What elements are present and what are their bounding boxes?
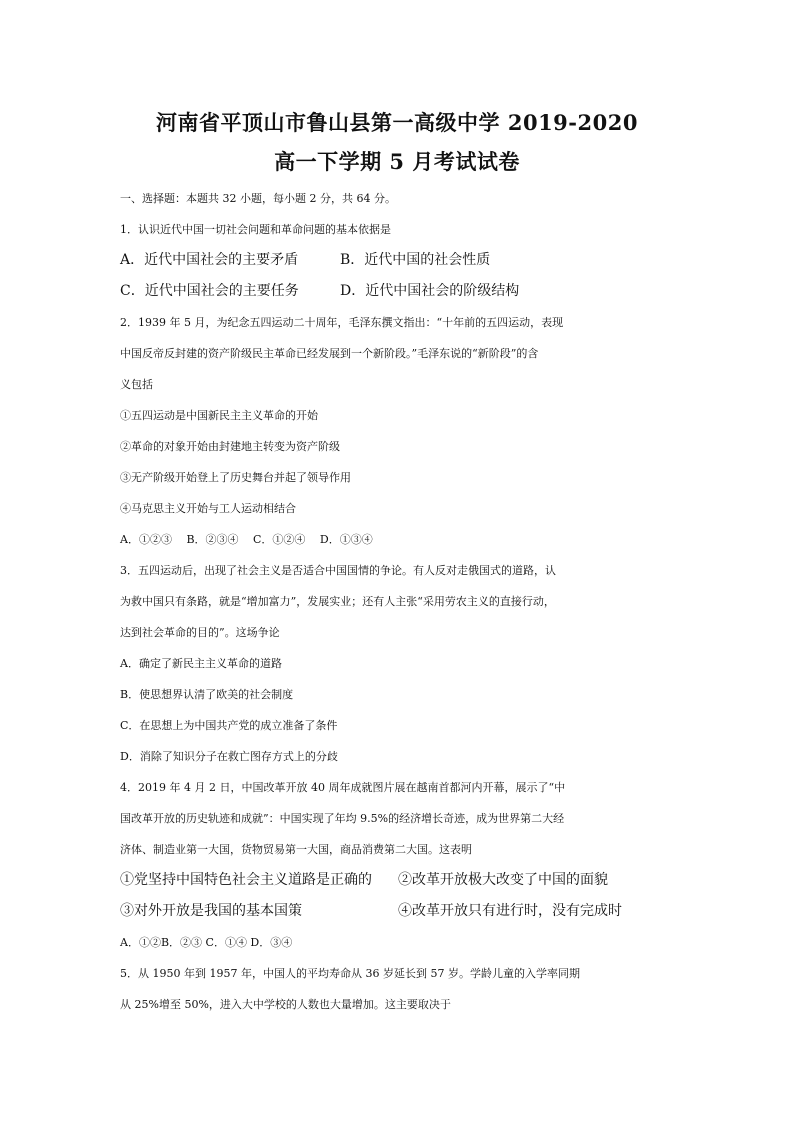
question-4-statements-row1 bbox=[120, 865, 680, 896]
question-2-statement-3: ③无产阶级开始登上了历史舞台并起了领导作用 bbox=[120, 471, 351, 484]
question-4-options: A．①②B．②③ C．①④ D．③④ bbox=[120, 936, 293, 949]
document-body bbox=[120, 183, 680, 1020]
question-4-statement-4: ④改革开放只有进行时，没有完成时 bbox=[398, 903, 622, 919]
question-3-stem-line1: 3．五四运动后，出现了社会主义是否适合中国国情的争论。有人反对走俄国式的道路，认 bbox=[120, 564, 556, 577]
question-1-option-d: D．近代中国社会的阶级结构 bbox=[340, 283, 520, 299]
question-1-option-a: A．近代中国社会的主要矛盾 bbox=[120, 252, 299, 268]
question-1-stem: 1．认识近代中国一切社会问题和革命问题的基本依据是 bbox=[120, 223, 391, 236]
question-3-option-b: B．使思想界认清了欧美的社会制度 bbox=[120, 688, 294, 701]
question-2-stem-line1: 2．1939 年 5 月，为纪念五四运动二十周年，毛泽东撰文指出：“十年前的五四运动，表现 bbox=[120, 316, 564, 329]
document-title-line1: 河南省平顶山市鲁山县第一高级中学 2019-2020 bbox=[156, 110, 638, 135]
question-5-stem-line1: 5．从 1950 年到 1957 年，中国人的平均寿命从 36 岁延长到 57 岁。学龄儿童的入学率同期 bbox=[120, 967, 580, 980]
question-2-statement-1: ①五四运动是中国新民主主义革命的开始 bbox=[120, 409, 318, 422]
question-4-stem-line2: 国改革开放的历史轨迹和成就”：中国实现了年均 9.5%的经济增长奇迹，成为世界第二大经 bbox=[120, 812, 565, 825]
question-1-options-row2 bbox=[120, 276, 680, 307]
question-5-stem-line2: 从 25%增至 50%，进入大中学校的人数也大量增加。这主要取决于 bbox=[120, 998, 451, 1011]
question-2-stem-line2: 中国反帝反封建的资产阶级民主革命已经发展到一个新阶段。”毛泽东说的“新阶段”的含 bbox=[120, 347, 539, 360]
question-4-stem-line1: 4．2019 年 4 月 2 日，中国改革开放 40 周年成就图片展在越南首都河内开幕，展示了“中 bbox=[120, 781, 566, 794]
question-2-stem-line3: 义包括 bbox=[120, 378, 153, 391]
question-3-option-c: C．在思想上为中国共产党的成立准备了条件 bbox=[120, 719, 338, 732]
question-1-option-c: C．近代中国社会的主要任务 bbox=[120, 283, 299, 299]
question-2-options: A．①②③ B．②③④ C．①②④ D．①③④ bbox=[120, 533, 373, 546]
question-3-option-d: D．消除了知识分子在救亡图存方式上的分歧 bbox=[120, 750, 338, 763]
question-3-stem-line2: 为救中国只有条路，就是“增加富力”，发展实业；还有人主张“采用劳农主义的直接行动， bbox=[120, 595, 555, 608]
question-1-option-b: B．近代中国的社会性质 bbox=[340, 252, 491, 268]
question-2-statement-4: ④马克思主义开始与工人运动相结合 bbox=[120, 502, 296, 515]
question-4-statements-row2 bbox=[120, 896, 680, 927]
question-4-statement-1: ①党坚持中国特色社会主义道路是正确的 bbox=[120, 872, 372, 888]
document-title-line2: 高一下学期 5 月考试试卷 bbox=[274, 149, 520, 174]
question-1-options-row1 bbox=[120, 245, 680, 276]
question-3-option-a: A．确定了新民主主义革命的道路 bbox=[120, 657, 282, 670]
question-2-statement-2: ②革命的对象开始由封建地主转变为资产阶级 bbox=[120, 440, 340, 453]
question-3-stem-line3: 达到社会革命的目的”。这场争论 bbox=[120, 626, 280, 639]
section-heading: 一、选择题：本题共 32 小题，每小题 2 分，共 64 分。 bbox=[120, 192, 396, 205]
question-4-stem-line3: 济体、制造业第一大国，货物贸易第一大国，商品消费第二大国。这表明 bbox=[120, 843, 472, 856]
question-4-statement-3: ③对外开放是我国的基本国策 bbox=[120, 903, 302, 919]
question-4-statement-2: ②改革开放极大改变了中国的面貌 bbox=[398, 872, 608, 888]
